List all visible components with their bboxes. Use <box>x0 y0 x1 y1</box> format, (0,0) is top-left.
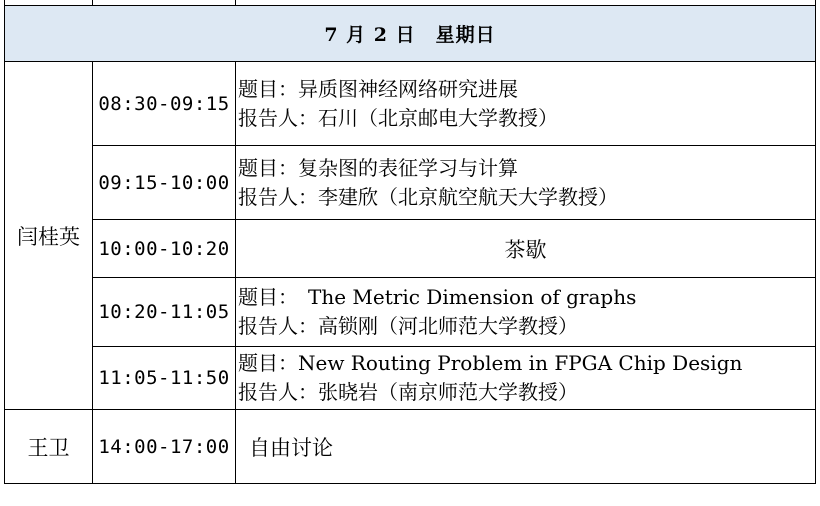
day-header: 7 月 2 日 星期日 <box>5 6 816 62</box>
talk-speaker: 报告人：石川（北京邮电大学教授） <box>238 105 558 130</box>
schedule-row <box>5 62 816 146</box>
schedule-table <box>4 0 816 484</box>
day-header-row <box>5 6 816 62</box>
tea-break: 茶歇 <box>236 220 816 278</box>
schedule-row <box>5 410 816 484</box>
talk-title: 题目：New Routing Problem in FPGA Chip Design <box>238 351 743 375</box>
time-slot: 14:00-17:00 <box>93 410 236 484</box>
free-discussion: 自由讨论 <box>236 410 816 484</box>
schedule-row <box>5 347 816 410</box>
talk-title: 题目：复杂图的表征学习与计算 <box>238 155 518 180</box>
talk-cell <box>236 278 816 347</box>
schedule-row <box>5 220 816 278</box>
session-chair: 闫桂英 <box>5 62 93 410</box>
talk-speaker: 报告人：张晓岩（南京师范大学教授） <box>238 380 578 404</box>
talk-speaker: 报告人：高锁刚（河北师范大学教授） <box>238 314 578 338</box>
talk-cell <box>236 62 816 146</box>
talk-cell <box>236 347 816 410</box>
schedule-row <box>5 278 816 347</box>
time-slot: 10:20-11:05 <box>93 278 236 347</box>
time-slot: 09:15-10:00 <box>93 146 236 220</box>
time-slot: 10:00-10:20 <box>93 220 236 278</box>
schedule-row <box>5 146 816 220</box>
time-slot: 11:05-11:50 <box>93 347 236 410</box>
talk-speaker: 报告人：李建欣（北京航空航天大学教授） <box>238 184 618 209</box>
talk-title: 题目：异质图神经网络研究进展 <box>238 76 518 101</box>
session-chair: 王卫 <box>5 410 93 484</box>
talk-cell <box>236 146 816 220</box>
talk-title: 题目： The Metric Dimension of graphs <box>238 285 637 309</box>
time-slot: 08:30-09:15 <box>93 62 236 146</box>
